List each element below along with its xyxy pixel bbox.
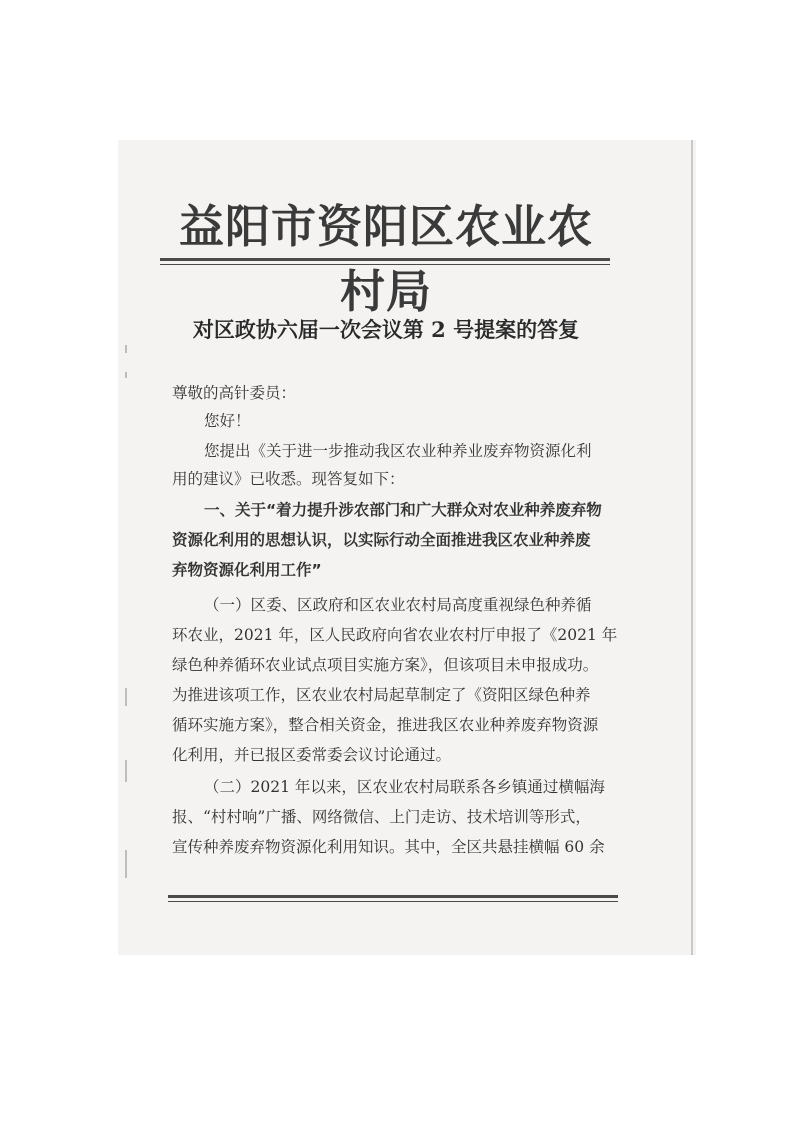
scan-artifact (125, 688, 127, 706)
paragraph-line: 循环实施方案》，整合相关资金，推进我区农业种养废弃物资源 (172, 716, 599, 734)
intro-line: 您提出《关于进一步推动我区农业种养业废弃物资源化利 (204, 442, 592, 460)
letterhead-rule-thick (160, 258, 610, 261)
paragraph-line: 环农业，2021 年，区人民政府向省农业农村厅申报了《2021 年 (172, 626, 618, 644)
footer-rule-thin (168, 901, 618, 902)
scan-artifact (125, 372, 127, 378)
section-heading-line: 弃物资源化利用工作” (172, 561, 322, 579)
salutation: 尊敬的高针委员： (172, 384, 297, 402)
paragraph-line: 宣传种养废弃物资源化利用知识。其中，全区共悬挂横幅 60 余 (172, 838, 605, 856)
letterhead-org-name: 益阳市资阳区农业农村局 (178, 200, 593, 318)
paragraph-line: 绿色种养循环农业试点项目实施方案》，但该项目未申报成功。 (172, 656, 599, 674)
paragraph-line: （一）区委、区政府和区农业农村局高度重视绿色种养循 (204, 596, 592, 614)
scan-artifact (125, 345, 127, 353)
intro-line: 用的建议》已收悉。现答复如下： (172, 470, 405, 488)
scan-artifact (125, 850, 127, 878)
page-edge-shadow (691, 140, 693, 955)
greeting: 您好！ (204, 412, 251, 430)
paragraph-line: 为推进该项工作，区农业农村局起草制定了《资阳区绿色种养 (172, 686, 591, 704)
paragraph-line: 化利用，并已报区委常委会议讨论通过。 (172, 746, 452, 764)
paragraph-line: （二）2021 年以来，区农业农村局联系各乡镇通过横幅海 (204, 778, 605, 796)
footer-rule-thick (168, 895, 618, 898)
section-heading-line: 一、关于“着力提升涉农部门和广大群众对农业种养废弃物 (204, 501, 602, 519)
document-title: 对区政协六届一次会议第 2 号提案的答复 (192, 317, 580, 342)
section-heading-line: 资源化利用的思想认识，以实际行动全面推进我区农业种养废 (172, 531, 591, 549)
letterhead-rule-thin (160, 264, 610, 265)
paragraph-line: 报、“村村响”广播、网络微信、上门走访、技术培训等形式， (172, 808, 591, 826)
scan-artifact (125, 760, 127, 782)
